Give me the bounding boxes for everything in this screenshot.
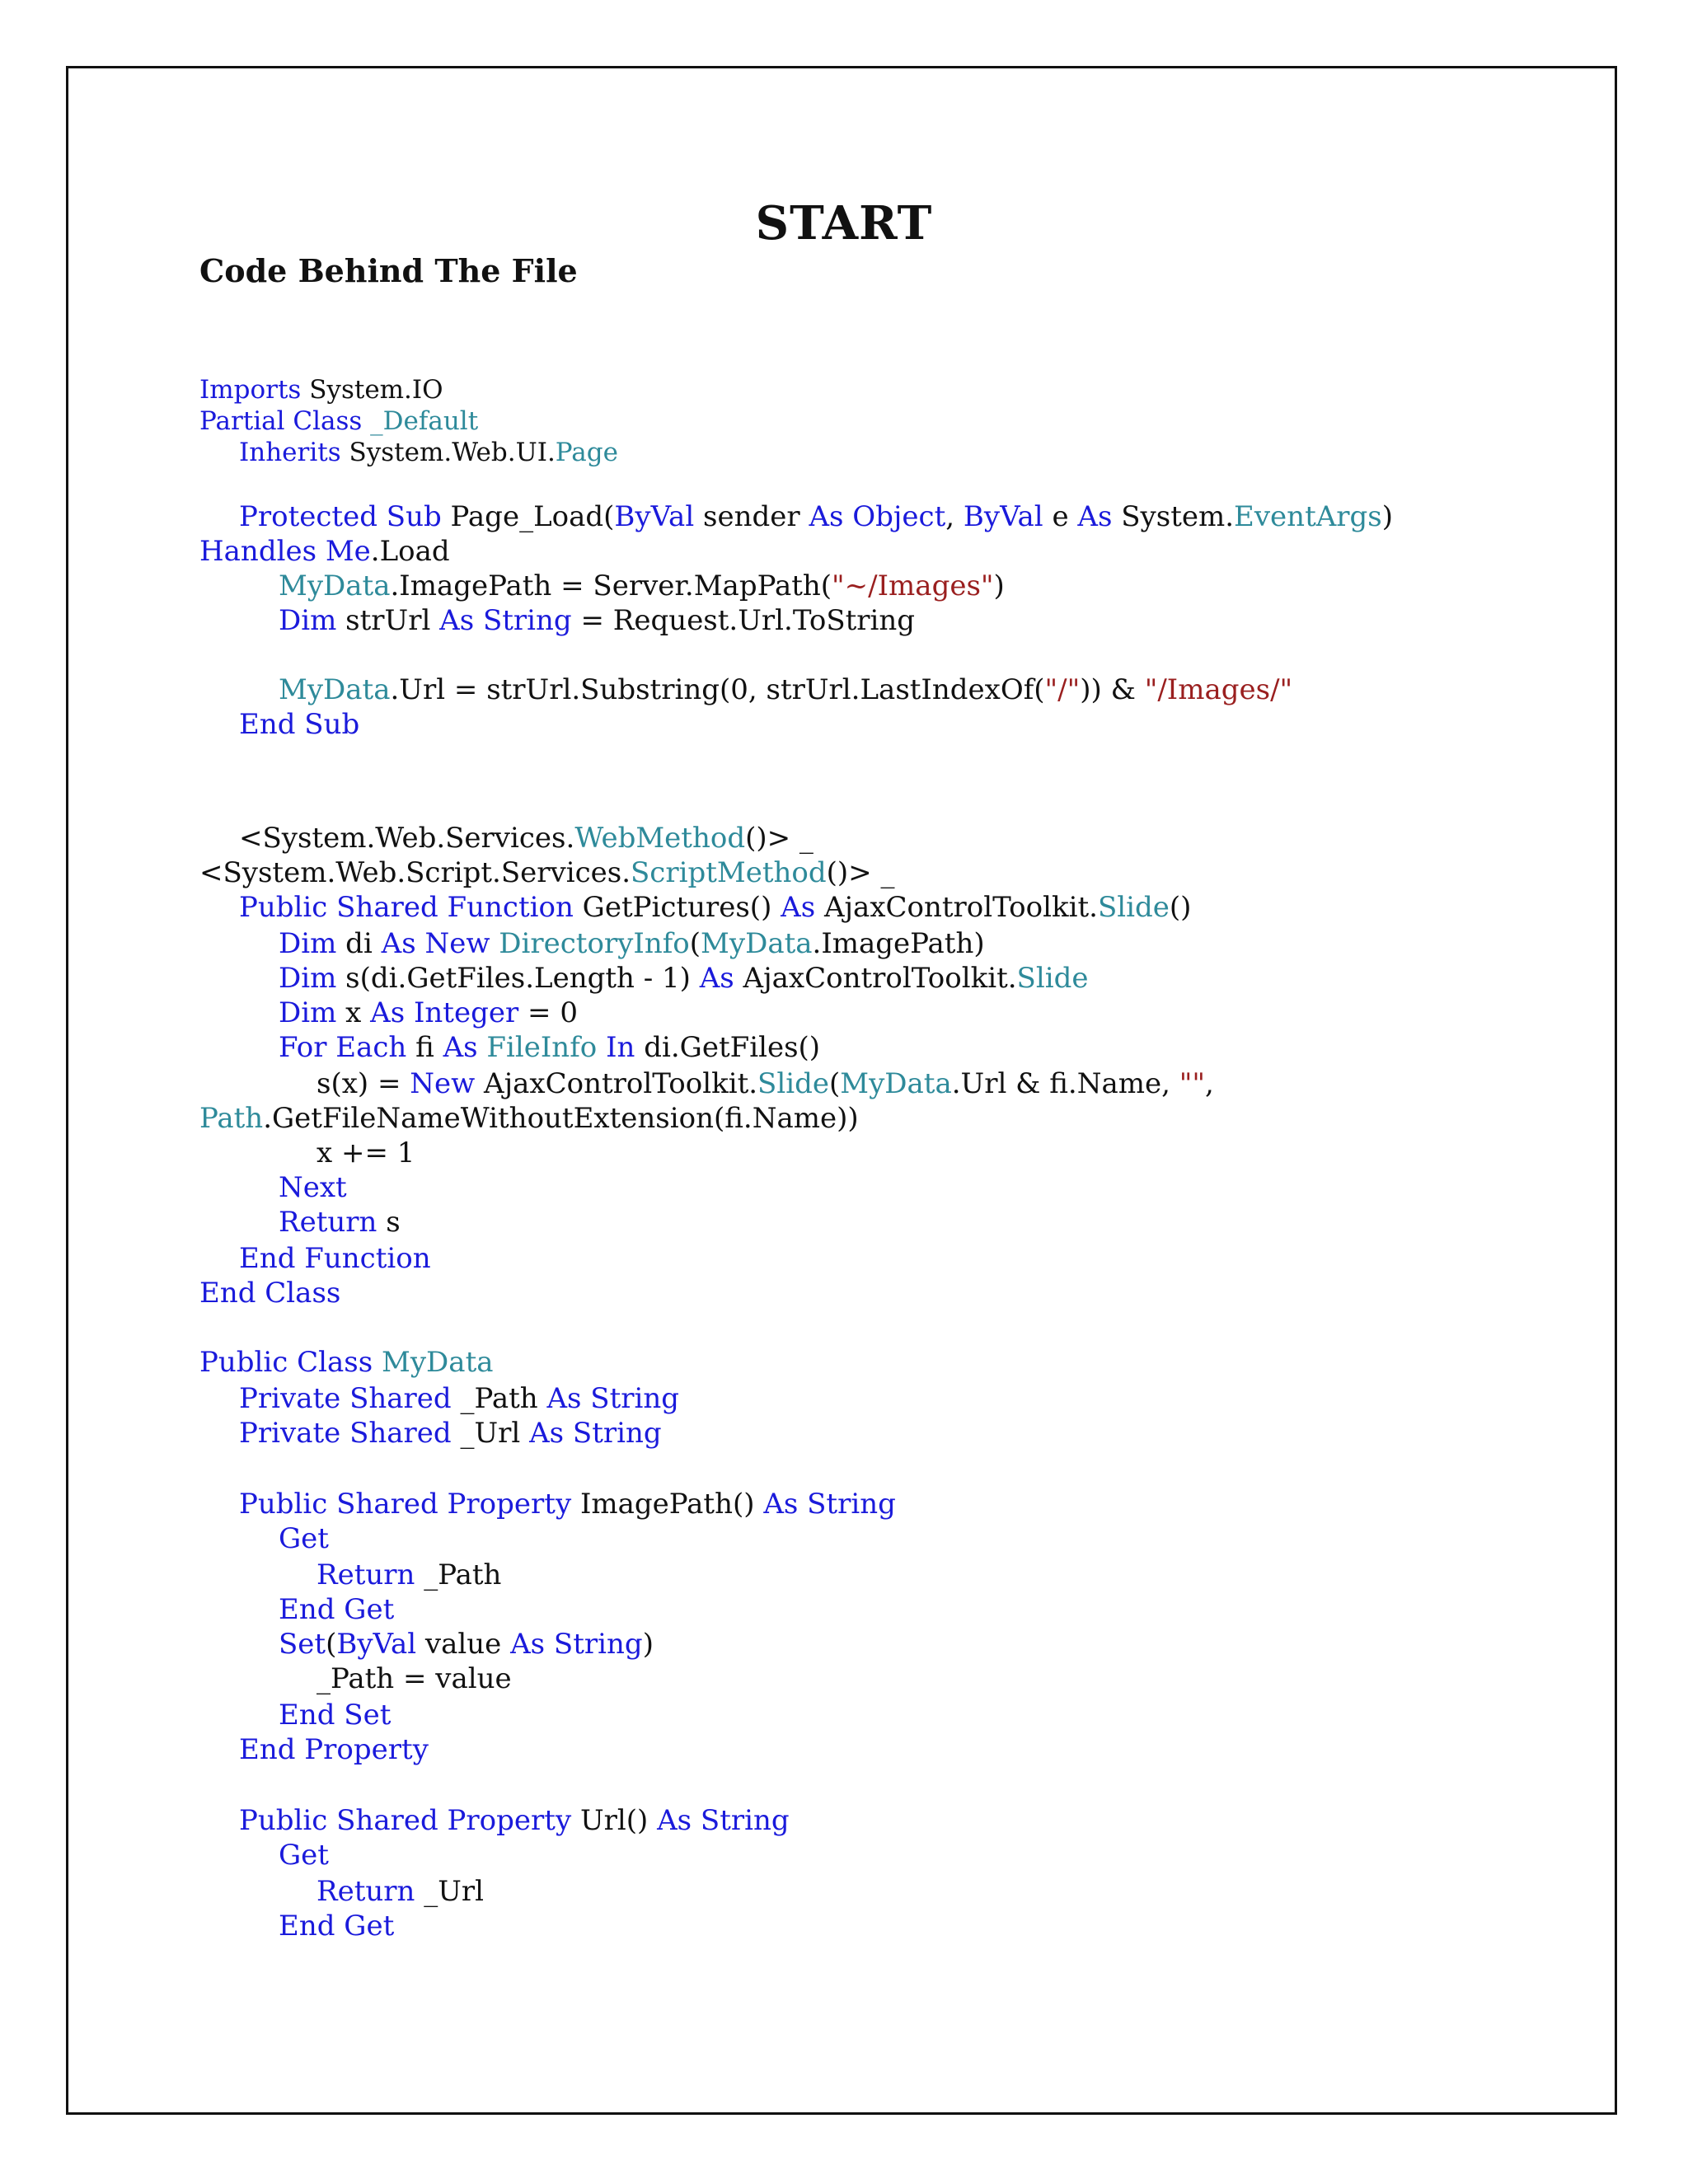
code-token: strUrl [336,604,440,637]
code-token: End Sub [239,708,360,741]
code-token: "/Images/" [1144,673,1293,706]
code-token: As String [529,1417,662,1450]
code-line [279,1838,329,1872]
code-token: Slide [1097,891,1170,924]
code-line [279,569,1005,603]
code-token: "/" [1044,673,1081,706]
document-subtitle: Code Behind The File [199,252,578,289]
code-token: Page [555,438,618,467]
code-token: sender [694,500,809,533]
code-token: Handles Me [199,535,371,568]
code-token: .Load [370,535,450,568]
code-token: In [597,1031,635,1064]
code-line [316,1558,501,1592]
code-token: ScriptMethod [631,856,827,889]
code-line [239,1803,790,1838]
code-token: MyData [279,673,391,706]
code-token: As [443,1031,478,1064]
code-token: <System.Web.Services. [239,822,575,855]
code-token: System.IO [301,375,443,405]
code-token: Dim [279,927,337,960]
code-line [279,673,1292,707]
code-line [239,1416,662,1451]
code-token: s [377,1206,401,1239]
code-line [239,890,1191,925]
code-token: .ImagePath) [812,927,985,960]
code-token: As String [657,1804,790,1837]
code-line [199,373,443,407]
code-line [239,435,618,470]
code-token: AjaxControlToolkit. [734,962,1017,995]
code-line [279,603,915,638]
code-token: ) [642,1628,654,1661]
code-token: ByVal [336,1628,417,1661]
code-token: Dim [279,604,337,637]
code-token: ) [993,569,1005,602]
code-token: ()> _ [745,822,814,855]
code-line [239,1381,679,1416]
code-line [316,1661,512,1696]
code-line [279,1521,329,1556]
code-line [239,1241,431,1276]
code-token: As String [439,604,572,637]
code-token: Page_Load( [441,500,615,533]
code-token: Return [316,1558,415,1591]
code-line [279,1030,820,1065]
code-token: Get [279,1522,329,1555]
code-token: As [1077,500,1113,533]
code-token: System.Web.UI. [340,438,556,467]
code-token: x [336,996,371,1029]
code-token: di.GetFiles() [635,1031,821,1064]
code-line [279,1205,401,1240]
code-token: MyData [279,569,391,602]
code-token: As String [510,1628,643,1661]
code-token: _Path [451,1382,547,1415]
code-line [279,1170,347,1205]
code-token: _Path [415,1558,502,1591]
code-token: Public Shared Function [239,891,574,924]
code-token: = Request.Url.ToString [571,604,916,637]
code-token: di [336,927,382,960]
code-line [279,1909,394,1943]
code-token: = 0 [518,996,578,1029]
code-token: Next [279,1171,347,1204]
code-line [279,1627,654,1661]
code-token: Public Shared Property [239,1804,572,1837]
code-token: FileInfo [477,1031,598,1064]
code-token: <System.Web.Script.Services. [199,856,631,889]
document-title: START [755,196,933,251]
code-line [279,1592,394,1627]
code-token: Get [279,1839,329,1872]
code-token: value [416,1628,511,1661]
code-token: As String [763,1488,896,1521]
code-token: AjaxControlToolkit. [475,1067,758,1100]
code-token: GetPictures() [573,891,781,924]
code-token: Return [279,1206,377,1239]
code-token: ( [828,1067,841,1100]
code-token: MyData [840,1067,952,1100]
code-token: As [781,891,816,924]
code-token: fi [406,1031,443,1064]
code-token: s(x) = [316,1067,410,1100]
code-token: As Integer [370,996,519,1029]
code-line [199,1101,859,1136]
code-token: Dim [279,996,337,1029]
code-token: .GetFileNameWithoutExtension(fi.Name)) [263,1102,859,1135]
code-line [199,534,450,569]
code-line [279,996,578,1030]
code-token: ()> _ [826,856,895,889]
code-line [316,1136,415,1170]
code-token: As String [546,1382,680,1415]
code-token: End Get [279,1593,395,1626]
code-token: Url() [571,1804,658,1837]
code-token: x += 1 [316,1137,415,1169]
code-token: New [410,1067,476,1100]
code-line [279,1698,391,1732]
code-line [199,855,894,890]
code-token: DirectoryInfo [490,927,690,960]
code-token: End Property [239,1733,429,1766]
code-token: ( [689,927,701,960]
code-token: ImagePath() [571,1488,764,1521]
code-token: As Object [809,500,946,533]
code-token: )) & [1080,673,1145,706]
code-token: Slide [757,1067,829,1100]
code-token: AjaxControlToolkit. [815,891,1098,924]
code-line [239,821,814,855]
code-token: End Set [279,1699,392,1732]
code-token: ByVal [963,500,1043,533]
code-token: _Url [415,1875,485,1908]
code-token: WebMethod [574,822,746,855]
code-line [199,1345,494,1380]
code-token: As [699,962,734,995]
code-token: ) [1381,500,1394,533]
code-token: , [945,500,964,533]
code-token: System. [1112,500,1235,533]
code-token: .Url & fi.Name, [951,1067,1179,1100]
code-token: _Default [362,406,479,436]
code-token: Imports [199,375,302,405]
code-token: Private Shared [239,1382,452,1415]
code-token: Public Shared Property [239,1488,572,1521]
code-line [316,1066,1214,1101]
code-token: Protected Sub [239,500,442,533]
code-token: .ImagePath = Server.MapPath( [390,569,832,602]
code-line [239,1487,896,1521]
code-line [279,961,1088,996]
code-token: _Url [451,1417,530,1450]
code-token: "~/Images" [832,569,994,602]
code-token: ( [326,1628,337,1661]
code-token: End Class [199,1277,341,1310]
code-line [316,1874,484,1909]
code-token: _Path = value [316,1662,512,1695]
code-line [239,1732,429,1767]
code-token: () [1169,891,1192,924]
code-token: MyData [701,927,813,960]
code-line [199,404,478,438]
code-token: , [1204,1067,1214,1100]
code-token: Path [199,1102,264,1135]
code-token: End Function [239,1242,431,1275]
code-token: Private Shared [239,1417,452,1450]
code-token: Set [279,1628,326,1661]
code-token: e [1043,500,1078,533]
code-token: For Each [279,1031,407,1064]
code-token: End Get [279,1910,395,1943]
code-line [199,1276,340,1310]
code-token: MyData [373,1346,494,1379]
code-line [239,707,359,742]
code-line [239,499,1393,534]
code-line [279,926,985,961]
code-token: EventArgs [1234,500,1382,533]
code-token: Slide [1016,962,1089,995]
code-token: Inherits [239,438,341,467]
code-token: Public Class [199,1346,373,1379]
code-token: s(di.GetFiles.Length - 1) [336,962,700,995]
code-token: Partial Class [199,406,363,436]
code-token: ByVal [614,500,695,533]
code-token: As New [381,927,490,960]
code-token: Dim [279,962,337,995]
code-token: .Url = strUrl.Substring(0, strUrl.LastIndexOf( [390,673,1045,706]
code-token: "" [1179,1067,1205,1100]
code-token: Return [316,1875,415,1908]
